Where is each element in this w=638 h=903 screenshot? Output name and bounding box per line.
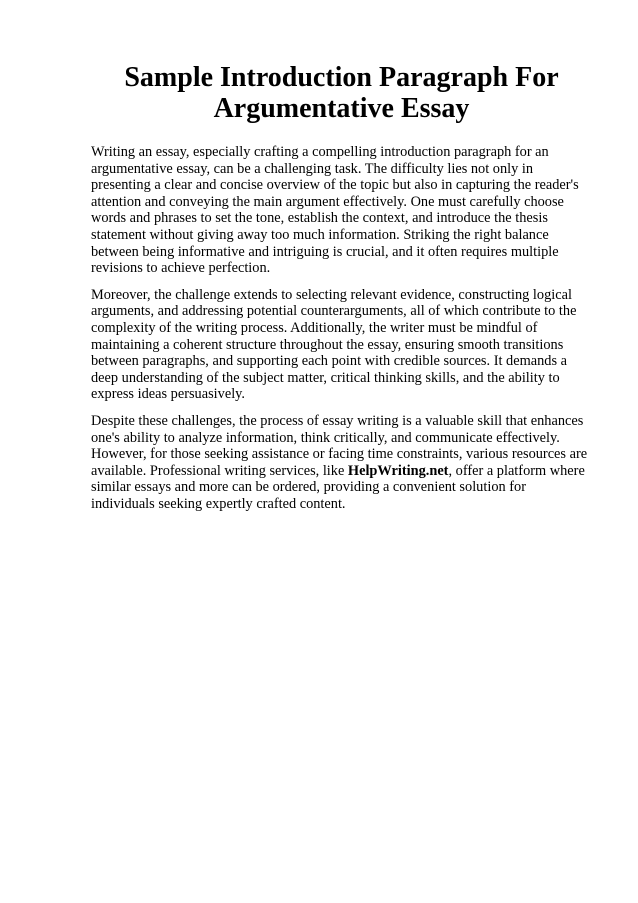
paragraph-3 bbox=[91, 413, 592, 513]
helpwriting-link[interactable]: HelpWriting.net bbox=[347, 462, 449, 479]
paragraph-2: Moreover, the challenge extends to selecting relevant evidence, constructing logical arguments, and addressing potential counterarguments, all of which contribute to the complexity of the writing process. Additionally, the writer must be mindful of maintaining a coherent structure throughout the essay, ensuring smooth transitions between paragraphs, and supporting each point with credible sources. It demands a deep understanding of the subject matter, critical thinking skills, and the ability to express ideas persuasively. bbox=[91, 286, 577, 403]
paragraph-1: Writing an essay, especially crafting a compelling introduction paragraph for an argumentative essay, can be a challenging task. The difficulty lies not only in presenting a clear and concise overview of the topic but also in capturing the reader's attention and conveying the main argument effectively. One must carefully choose words and phrases to set the tone, establish the context, and introduce the thesis statement without giving away too much information. Striking the right balance between being informative and intriguing is crucial, and it often requires multiple revisions to achieve perfection. bbox=[91, 144, 579, 277]
document-title: Sample Introduction Paragraph For Argumentative Essay bbox=[124, 62, 559, 124]
paragraph-3-before-link: Despite these challenges, the process of essay writing is a valuable skill that enhances one's ability to analyze information, think critically, and communicate effectively. However, for those seeking assistance or facing time constraints, various resources are available. Professional writing services, like bbox=[91, 412, 588, 479]
paragraph-3-after-link: , offer a platform where similar essays and more can be ordered, providing a convenient solution for individuals seeking expertly crafted content. bbox=[91, 462, 585, 512]
